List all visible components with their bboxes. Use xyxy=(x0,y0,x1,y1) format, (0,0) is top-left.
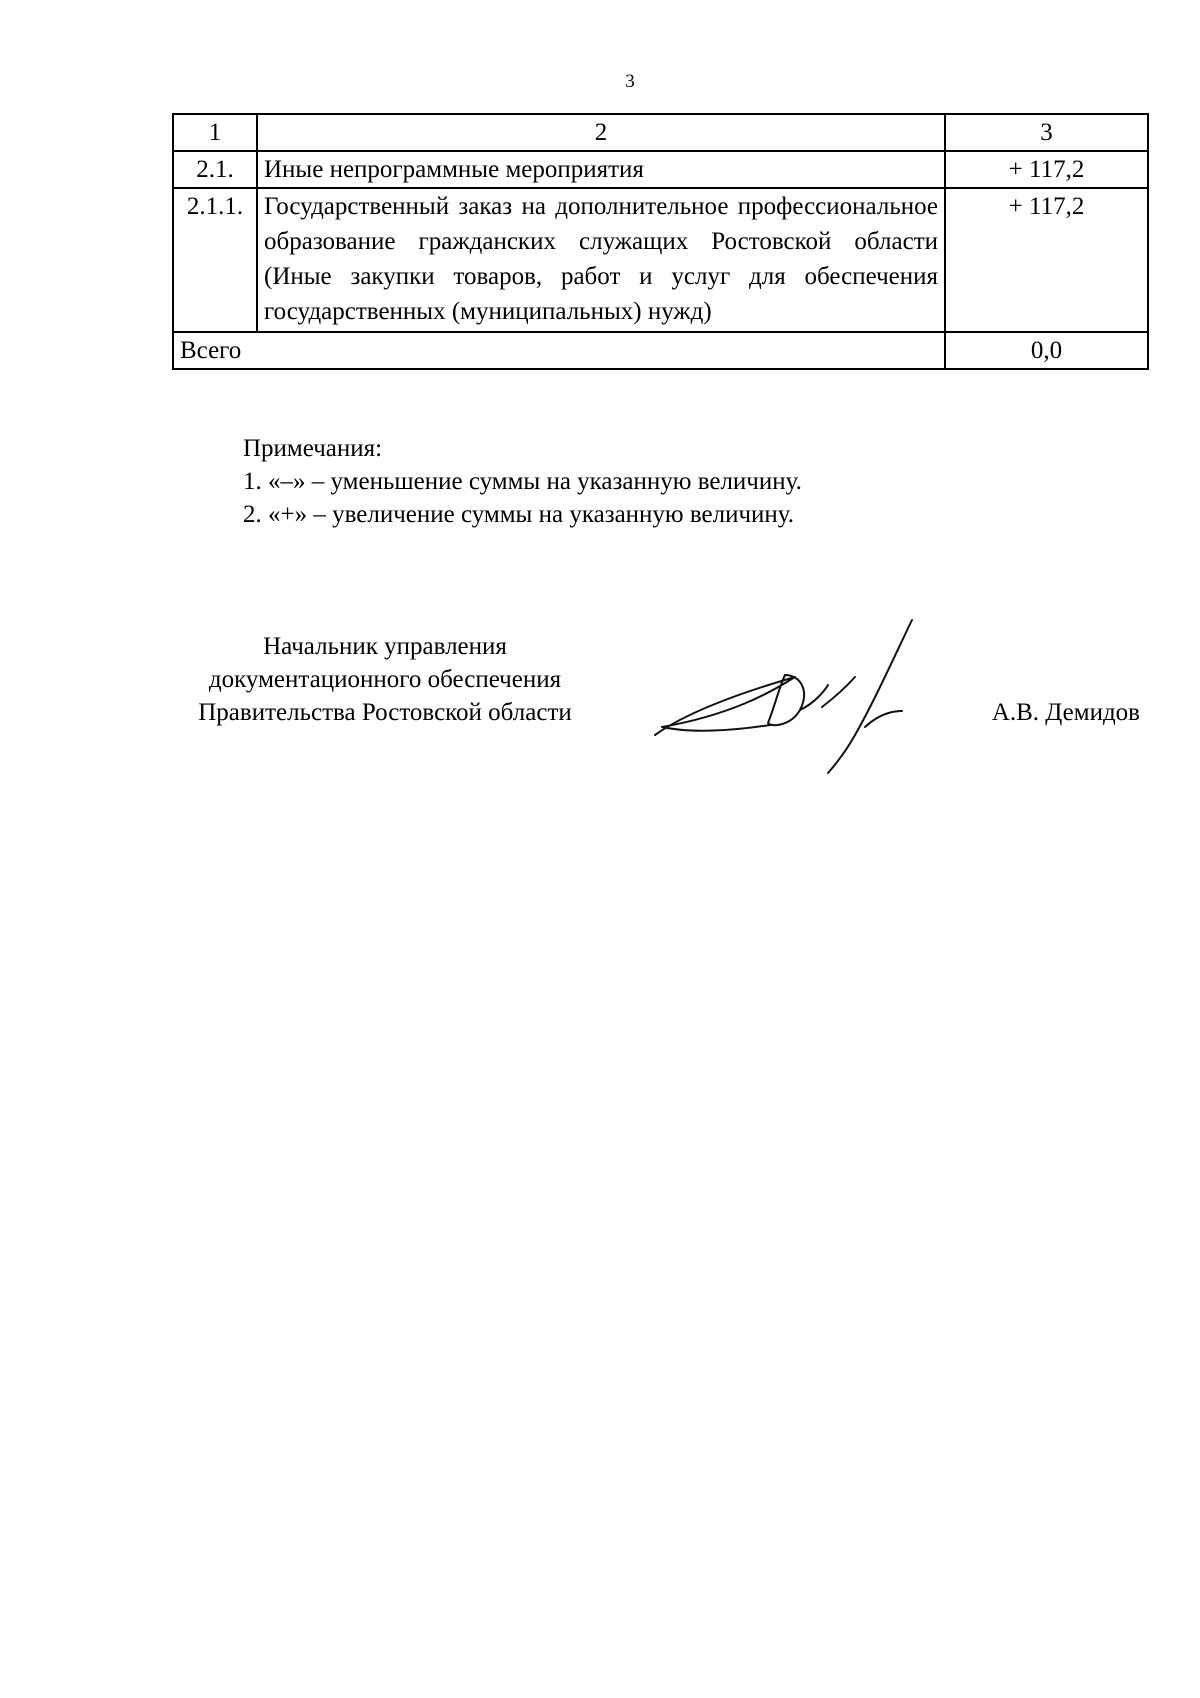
signer-position-line: Начальник управления xyxy=(263,633,507,660)
table-header-cell: 2 xyxy=(257,114,945,151)
signer-position-line: Правительства Ростовской области xyxy=(198,699,572,726)
total-label: Всего xyxy=(173,332,945,369)
notes-section xyxy=(243,432,802,531)
table-row xyxy=(173,188,1148,332)
appropriations-table xyxy=(172,113,1149,370)
row-value: + 117,2 xyxy=(945,151,1148,188)
signer-name: А.В. Демидов xyxy=(991,699,1140,726)
table-header-cell: 1 xyxy=(173,114,257,151)
row-description: Государственный заказ на дополнительное профессиональное образование гражданских служащих Ростовской области (Иные закупки товаров, работ и услуг для обеспечения государственных (муниципальных) нужд) xyxy=(257,188,945,332)
notes-title: Примечания: xyxy=(243,435,383,462)
total-value: 0,0 xyxy=(945,332,1148,369)
row-number: 2.1.1. xyxy=(173,188,257,332)
page-number: 3 xyxy=(625,71,635,92)
table-total-row xyxy=(173,332,1148,369)
row-number: 2.1. xyxy=(173,151,257,188)
signer-position-line: документационного обеспечения xyxy=(208,666,562,693)
note-item: 1. «–» – уменьшение суммы на указанную величину. xyxy=(243,468,802,495)
handwritten-signature xyxy=(650,615,940,775)
table-row xyxy=(173,151,1148,188)
row-description: Иные непрограммные мероприятия xyxy=(257,151,945,188)
table-header-row xyxy=(173,114,1148,151)
signer-position xyxy=(160,630,610,729)
note-item: 2. «+» – увеличение суммы на указанную величину. xyxy=(243,501,795,528)
table-header-cell: 3 xyxy=(945,114,1148,151)
row-value: + 117,2 xyxy=(945,188,1148,332)
